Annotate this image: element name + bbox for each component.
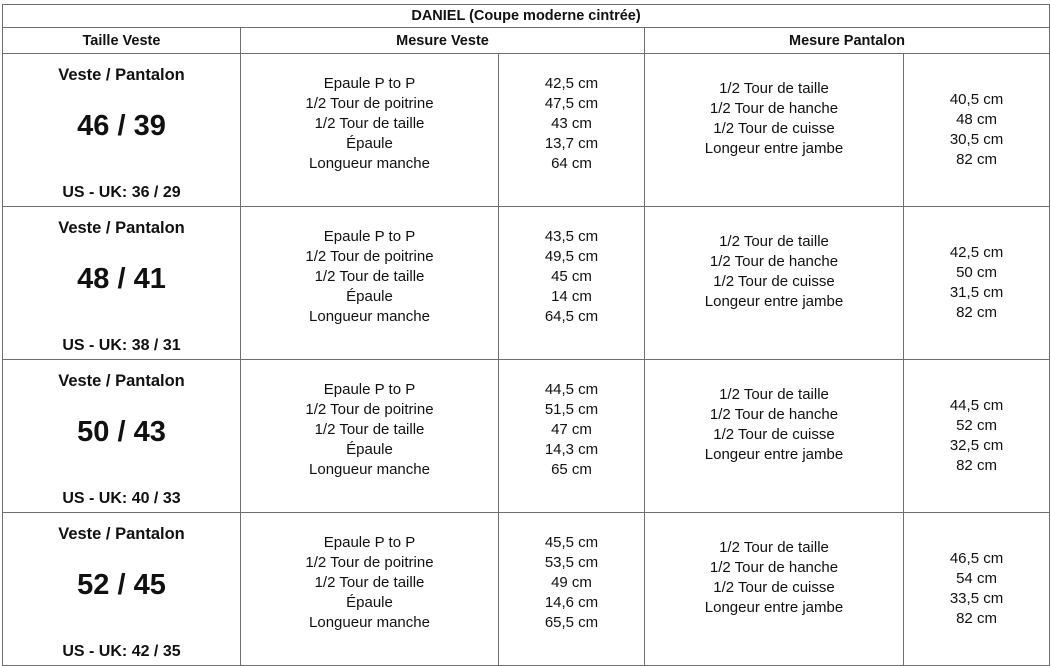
veste-label-longueur-manche: Longueur manche — [309, 308, 430, 325]
size-value: 50 / 43 — [77, 416, 166, 448]
veste-label-epaule-p-to-p: Epaule P to P — [323, 381, 416, 398]
pantalon-label-tour-cuisse: 1/2 Tour de cuisse — [713, 579, 835, 596]
pantalon-value: 82 cm — [956, 457, 997, 474]
veste-values-cell — [499, 54, 645, 207]
veste-label-tour-taille: 1/2 Tour de taille — [314, 574, 425, 591]
veste-label-tour-poitrine: 1/2 Tour de poitrine — [305, 95, 434, 112]
pantalon-label-tour-taille: 1/2 Tour de taille — [719, 233, 829, 250]
pantalon-label-entre-jambe: Longeur entre jambe — [704, 599, 844, 616]
veste-label-epaule-p-to-p: Epaule P to P — [323, 75, 416, 92]
veste-values-cell — [499, 360, 645, 513]
us-uk-size: US - UK: 40 / 33 — [62, 490, 181, 507]
veste-values-cell — [499, 207, 645, 360]
veste-labels-cell — [241, 54, 499, 207]
size-value: 48 / 41 — [77, 263, 166, 295]
pantalon-value: 48 cm — [956, 111, 997, 128]
veste-value: 14,3 cm — [544, 441, 599, 458]
size-value: 46 / 39 — [77, 110, 166, 142]
size-row — [3, 54, 1050, 207]
pantalon-values-cell — [904, 360, 1050, 513]
header-mesure-pantalon: Mesure Pantalon — [645, 28, 1050, 54]
veste-value: 51,5 cm — [544, 401, 599, 418]
size-row — [3, 207, 1050, 360]
pantalon-value: 42,5 cm — [949, 244, 1004, 261]
veste-value: 14 cm — [551, 288, 592, 305]
veste-label-epaule: Épaule — [346, 594, 393, 611]
veste-label-epaule: Épaule — [346, 135, 393, 152]
pantalon-label-tour-cuisse: 1/2 Tour de cuisse — [713, 426, 835, 443]
veste-label-epaule-p-to-p: Epaule P to P — [323, 534, 416, 551]
pantalon-value: 32,5 cm — [949, 437, 1004, 454]
pantalon-label-entre-jambe: Longeur entre jambe — [704, 446, 844, 463]
pantalon-label-entre-jambe: Longeur entre jambe — [704, 293, 844, 310]
veste-value: 47,5 cm — [544, 95, 599, 112]
table-title: DANIEL (Coupe moderne cintrée) — [3, 5, 1050, 28]
pantalon-value: 46,5 cm — [949, 550, 1004, 567]
veste-value: 64 cm — [551, 155, 592, 172]
veste-values-cell — [499, 513, 645, 666]
pantalon-label-tour-taille: 1/2 Tour de taille — [719, 539, 829, 556]
size-cell — [3, 360, 241, 513]
pantalon-label-entre-jambe: Longeur entre jambe — [704, 140, 844, 157]
size-chart-table — [2, 4, 1050, 666]
veste-label-epaule: Épaule — [346, 288, 393, 305]
pantalon-value: 82 cm — [956, 610, 997, 627]
veste-value: 42,5 cm — [544, 75, 599, 92]
pantalon-value: 40,5 cm — [949, 91, 1004, 108]
pantalon-value: 31,5 cm — [949, 284, 1004, 301]
size-cell — [3, 54, 241, 207]
veste-labels-cell — [241, 513, 499, 666]
pantalon-labels-cell — [645, 207, 904, 360]
veste-value: 64,5 cm — [544, 308, 599, 325]
veste-value: 45 cm — [551, 268, 592, 285]
size-label: Veste / Pantalon — [58, 525, 185, 543]
pantalon-label-tour-cuisse: 1/2 Tour de cuisse — [713, 120, 835, 137]
pantalon-label-tour-taille: 1/2 Tour de taille — [719, 386, 829, 403]
pantalon-value: 44,5 cm — [949, 397, 1004, 414]
veste-label-tour-poitrine: 1/2 Tour de poitrine — [305, 401, 434, 418]
size-row — [3, 513, 1050, 666]
veste-value: 65 cm — [551, 461, 592, 478]
veste-value: 43 cm — [551, 115, 592, 132]
size-value: 52 / 45 — [77, 569, 166, 601]
veste-label-tour-poitrine: 1/2 Tour de poitrine — [305, 248, 434, 265]
veste-labels-cell — [241, 207, 499, 360]
veste-label-longueur-manche: Longueur manche — [309, 155, 430, 172]
pantalon-labels-cell — [645, 513, 904, 666]
veste-value: 49 cm — [551, 574, 592, 591]
pantalon-values-cell — [904, 54, 1050, 207]
pantalon-value: 82 cm — [956, 151, 997, 168]
header-taille-veste: Taille Veste — [3, 28, 241, 54]
pantalon-label-tour-taille: 1/2 Tour de taille — [719, 80, 829, 97]
veste-value: 45,5 cm — [544, 534, 599, 551]
title-row — [3, 5, 1050, 28]
veste-label-tour-taille: 1/2 Tour de taille — [314, 268, 425, 285]
veste-value: 43,5 cm — [544, 228, 599, 245]
us-uk-size: US - UK: 38 / 31 — [62, 337, 181, 354]
us-uk-size: US - UK: 42 / 35 — [62, 643, 181, 660]
pantalon-value: 82 cm — [956, 304, 997, 321]
veste-value: 14,6 cm — [544, 594, 599, 611]
veste-value: 44,5 cm — [544, 381, 599, 398]
veste-label-tour-poitrine: 1/2 Tour de poitrine — [305, 554, 434, 571]
veste-value: 13,7 cm — [544, 135, 599, 152]
veste-label-longueur-manche: Longueur manche — [309, 461, 430, 478]
pantalon-value: 54 cm — [956, 570, 997, 587]
veste-label-epaule: Épaule — [346, 441, 393, 458]
pantalon-labels-cell — [645, 54, 904, 207]
veste-value: 49,5 cm — [544, 248, 599, 265]
size-label: Veste / Pantalon — [58, 219, 185, 237]
pantalon-labels-cell — [645, 360, 904, 513]
pantalon-label-tour-hanche: 1/2 Tour de hanche — [709, 100, 839, 117]
pantalon-values-cell — [904, 207, 1050, 360]
us-uk-size: US - UK: 36 / 29 — [62, 184, 181, 201]
veste-label-tour-taille: 1/2 Tour de taille — [314, 115, 425, 132]
pantalon-value: 50 cm — [956, 264, 997, 281]
header-mesure-veste: Mesure Veste — [241, 28, 645, 54]
veste-label-epaule-p-to-p: Epaule P to P — [323, 228, 416, 245]
size-row — [3, 360, 1050, 513]
veste-value: 65,5 cm — [544, 614, 599, 631]
pantalon-value: 30,5 cm — [949, 131, 1004, 148]
pantalon-label-tour-hanche: 1/2 Tour de hanche — [709, 253, 839, 270]
size-cell — [3, 513, 241, 666]
pantalon-value: 52 cm — [956, 417, 997, 434]
size-label: Veste / Pantalon — [58, 372, 185, 390]
size-cell — [3, 207, 241, 360]
veste-label-tour-taille: 1/2 Tour de taille — [314, 421, 425, 438]
veste-labels-cell — [241, 360, 499, 513]
veste-label-longueur-manche: Longueur manche — [309, 614, 430, 631]
veste-value: 53,5 cm — [544, 554, 599, 571]
pantalon-label-tour-hanche: 1/2 Tour de hanche — [709, 559, 839, 576]
veste-value: 47 cm — [551, 421, 592, 438]
pantalon-value: 33,5 cm — [949, 590, 1004, 607]
header-row — [3, 28, 1050, 54]
size-label: Veste / Pantalon — [58, 66, 185, 84]
pantalon-label-tour-cuisse: 1/2 Tour de cuisse — [713, 273, 835, 290]
pantalon-label-tour-hanche: 1/2 Tour de hanche — [709, 406, 839, 423]
pantalon-values-cell — [904, 513, 1050, 666]
